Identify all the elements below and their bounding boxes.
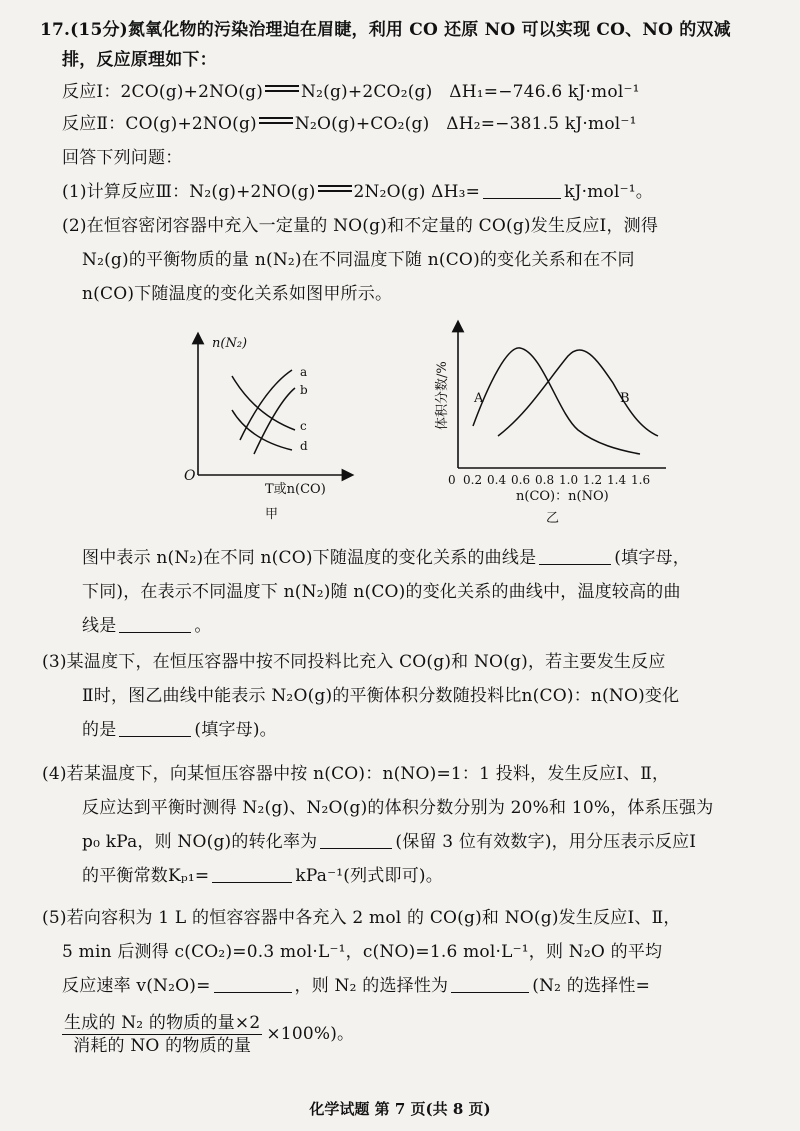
fraction-tail: ×100%)。: [266, 1024, 355, 1044]
q5-line3-b: ，则 N₂ 的选择性为: [294, 976, 449, 996]
equilibrium-arrow-icon: [259, 116, 293, 126]
yi-curve-B: [498, 350, 658, 436]
q2-line1: (2)在恒容密闭容器中充入一定量的 NO(g)和不定量的 CO(g)发生反应Ⅰ，测得: [62, 216, 659, 236]
answer-blank-q5-b[interactable]: [451, 974, 529, 993]
equilibrium-arrow-icon: [318, 184, 352, 194]
answer-blank-q2-a[interactable]: [539, 546, 611, 565]
q1: [62, 180, 653, 204]
answer-blank-q4-a[interactable]: [320, 830, 392, 849]
q1-post: kJ·mol⁻¹。: [564, 182, 653, 202]
q2-line4: [82, 546, 690, 570]
q4-line4-a: 的平衡常数Kₚ₁=: [82, 866, 210, 886]
jia-label-d: d: [300, 439, 308, 453]
yi-tick-10: 1.0: [559, 473, 579, 487]
yi-label-B: B: [620, 391, 630, 406]
selectivity-fraction: [62, 1012, 262, 1057]
q2-line4-a: 图中表示 n(N₂)在不同 n(CO)下随温度的变化关系的曲线是: [82, 548, 537, 568]
q3-line1: (3)某温度下，在恒压容器中按不同投料比充入 CO(g)和 NO(g)，若主要发生反应: [42, 652, 666, 672]
yi-tick-08: 0.8: [535, 473, 555, 487]
fraction-denominator: 消耗的 NO 的物质的量: [73, 1036, 252, 1056]
yi-tick-02: 0.2: [463, 473, 483, 487]
reaction-2-lhs: CO(g)+2NO(g): [125, 114, 257, 134]
q4-line3-b: (保留 3 位有效数字)，用分压表示反应Ⅰ: [395, 832, 697, 852]
q5-line2: 5 min 后测得 c(CO₂)=0.3 mol·L⁻¹，c(NO)=1.6 mol·L⁻¹，则 N₂O 的平均: [62, 942, 663, 962]
prompt: 回答下列问题：: [62, 148, 183, 168]
fraction-numerator: 生成的 N₂ 的物质的量×2: [64, 1013, 261, 1033]
yi-tick-16: 1.6: [631, 473, 651, 487]
jia-origin: O: [184, 468, 196, 484]
question-header: 17.(15分)氮氧化物的污染治理迫在眉睫，利用 CO 还原 NO 可以实现 CO、NO 的双减: [40, 20, 731, 40]
reaction-2-label: 反应Ⅱ：: [62, 114, 126, 134]
q5-line1: (5)若向容积为 1 L 的恒容容器中各充入 2 mol 的 CO(g)和 NO(g)发生反应Ⅰ、Ⅱ，: [42, 908, 681, 928]
yi-tick-0: 0: [448, 473, 456, 487]
q2-line6: [82, 614, 212, 638]
yi-tick-06: 0.6: [511, 473, 531, 487]
q4-line4-b: kPa⁻¹(列式即可)。: [295, 866, 443, 886]
reaction-2: [62, 112, 637, 136]
yi-tick-12: 1.2: [583, 473, 603, 487]
q3-line2: Ⅱ时，图乙曲线中能表示 N₂O(g)的平衡体积分数随投料比n(CO)：n(NO)变化: [82, 686, 680, 706]
yi-x-label: n(CO)：n(NO): [516, 489, 609, 504]
q5-line3-a: 反应速率 v(N₂O)=: [62, 976, 211, 996]
reaction-2-rhs: N₂O(g)+CO₂(g): [294, 114, 430, 134]
equilibrium-arrow-icon: [265, 84, 299, 94]
answer-blank-q3[interactable]: [119, 718, 191, 737]
answer-blank-q4-b[interactable]: [212, 864, 292, 883]
yi-y-label: 体积分数/%: [435, 361, 450, 430]
jia-label-c: c: [300, 419, 307, 433]
reaction-2-dh: ΔH₂=−381.5 kJ·mol⁻¹: [446, 114, 637, 134]
reaction-1: [62, 80, 640, 104]
yi-tick-04: 0.4: [487, 473, 507, 487]
figure-jia: [170, 330, 370, 530]
yi-label-A: A: [474, 391, 484, 406]
reaction-1-dh: ΔH₁=−746.6 kJ·mol⁻¹: [449, 82, 640, 102]
q4-line1: (4)若某温度下，向某恒压容器中按 n(CO)：n(NO)=1：1 投料，发生反应Ⅰ、Ⅱ，: [42, 764, 670, 784]
reaction-1-label: 反应Ⅰ：: [62, 82, 121, 102]
q2-line2: N₂(g)的平衡物质的量 n(N₂)在不同温度下随 n(CO)的变化关系和在不同: [82, 250, 635, 270]
q4-line3-a: p₀ kPa，则 NO(g)的转化率为: [82, 832, 318, 852]
q5-line3-c: (N₂ 的选择性=: [532, 976, 651, 996]
jia-label-b: b: [300, 383, 308, 397]
figure-yi: [418, 318, 678, 533]
jia-label-a: a: [300, 365, 308, 379]
q1-mid: 2N₂O(g) ΔH₃=: [353, 182, 481, 202]
yi-caption: 乙: [546, 511, 560, 526]
q2-line3: n(CO)下随温度的变化关系如图甲所示。: [82, 284, 393, 304]
question-header-cont: 排，反应原理如下：: [62, 50, 217, 70]
yi-curve-A: [473, 348, 640, 454]
q3-line3: [82, 718, 277, 742]
jia-y-label: n(N₂): [212, 336, 248, 351]
q4-line2: 反应达到平衡时测得 N₂(g)、N₂O(g)的体积分数分别为 20%和 10%，体系压强为: [82, 798, 714, 818]
q2-line6-b: 。: [194, 616, 212, 636]
answer-blank-q2-b[interactable]: [119, 614, 191, 633]
reaction-1-rhs: N₂(g)+2CO₂(g): [301, 82, 433, 102]
q4-line4: [82, 864, 443, 888]
reaction-1-lhs: 2CO(g)+2NO(g): [120, 82, 264, 102]
q4-line3: [82, 830, 696, 854]
q2-line6-a: 线是: [82, 616, 117, 636]
yi-tick-14: 1.4: [607, 473, 627, 487]
jia-caption: 甲: [265, 507, 279, 522]
q2-line5: 下同)，在表示不同温度下 n(N₂)随 n(CO)的变化关系的曲线中，温度较高的曲: [82, 582, 681, 602]
jia-x-label: T或n(CO): [265, 482, 326, 497]
q1-pre: (1)计算反应Ⅲ：N₂(g)+2NO(g): [62, 182, 316, 202]
q3-line3-a: 的是: [82, 720, 117, 740]
q5-line3: [62, 974, 650, 998]
q2-line4-b: (填字母，: [614, 548, 690, 568]
q3-line3-b: (填字母)。: [194, 720, 277, 740]
answer-blank-q1[interactable]: [483, 180, 561, 199]
page-footer: 化学试题 第 7 页(共 8 页): [309, 1100, 491, 1118]
jia-curve-d: [232, 410, 292, 450]
answer-blank-q5-a[interactable]: [214, 974, 292, 993]
q5-fraction-line: [62, 1012, 354, 1057]
